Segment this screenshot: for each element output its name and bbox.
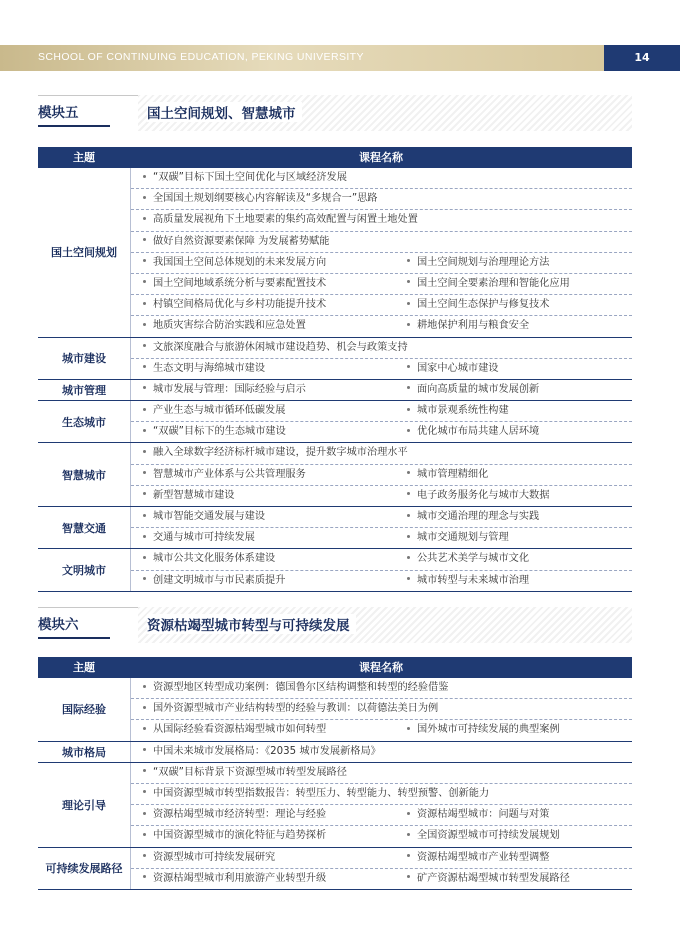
- course-name: 新型智慧城市建设: [153, 489, 235, 501]
- course-name: 中国未来城市发展格局：《2035 城市发展新格局》: [153, 745, 381, 757]
- module-underline: [38, 637, 110, 639]
- table-row: [131, 742, 632, 762]
- topic-label: 文明城市: [38, 549, 131, 590]
- course-name: 全国国土规划纲要核心内容解读及“多规合一”思路: [153, 193, 378, 205]
- topic-label: 城市格局: [38, 742, 131, 762]
- page-number: 14: [604, 45, 680, 71]
- table-header: [38, 147, 632, 168]
- course-item: [407, 826, 560, 846]
- course-name: “双碳”目标下的生态城市建设: [153, 426, 286, 438]
- course-name: 资源枯竭型城市：问题与对策: [417, 809, 550, 821]
- bullet-dot-icon: [143, 302, 146, 305]
- course-item: [407, 571, 529, 591]
- course-item: [143, 380, 306, 400]
- bullet-dot-icon: [407, 875, 410, 878]
- course-item: [407, 422, 539, 442]
- table-row: [131, 869, 632, 889]
- bullet-dot-icon: [407, 471, 410, 474]
- course-item: [143, 465, 306, 485]
- header-bar: [0, 45, 680, 71]
- course-name: 电子政务服务化与城市大数据: [417, 489, 550, 501]
- course-item: [143, 507, 265, 527]
- bullet-dot-icon: [143, 471, 146, 474]
- course-item: [143, 742, 381, 762]
- table-row: [131, 720, 632, 740]
- course-name: “双碳”目标下国土空间优化与区域经济发展: [153, 172, 347, 183]
- module-title: 国土空间规划、智慧城市: [147, 102, 302, 122]
- course-name: 国土空间地域系统分析与要素配置技术: [153, 277, 327, 289]
- course-item: [143, 678, 448, 698]
- bullet-dot-icon: [143, 769, 146, 772]
- bullet-dot-icon: [407, 514, 410, 517]
- course-name: 中国资源型城市的演化特征与趋势探析: [153, 830, 327, 842]
- course-name: 资源型城市可持续发展研究: [153, 851, 276, 863]
- course-item: [143, 549, 275, 569]
- course-name: 城市景观系统性构建: [417, 405, 509, 417]
- table-row: [131, 549, 632, 570]
- course-name: 国家中心城市建设: [417, 362, 499, 374]
- bullet-dot-icon: [407, 323, 410, 326]
- course-item: [407, 848, 549, 868]
- module-title: 资源枯竭型城市转型与可持续发展: [147, 614, 356, 634]
- course-name: 从国际经验看资源枯竭型城市如何转型: [153, 724, 327, 736]
- table-row: [131, 507, 632, 528]
- bullet-dot-icon: [407, 408, 410, 411]
- course-item: [407, 465, 488, 485]
- course-name: 资源枯竭型城市经济转型：理论与经验: [153, 809, 327, 821]
- course-name: 公共艺术美学与城市文化: [417, 553, 530, 565]
- bullet-dot-icon: [143, 280, 146, 283]
- course-item: [143, 189, 378, 209]
- table-row: [131, 338, 632, 359]
- table-row: [131, 699, 632, 720]
- bullet-dot-icon: [143, 365, 146, 368]
- course-item: [407, 274, 570, 294]
- topic-group: [38, 380, 632, 401]
- course-item: [143, 295, 326, 315]
- table-row: [131, 443, 632, 464]
- bullet-dot-icon: [143, 833, 146, 836]
- bullet-dot-icon: [143, 727, 146, 730]
- bullet-dot-icon: [143, 386, 146, 389]
- course-name: 生态文明与海绵城市建设: [153, 362, 266, 374]
- course-name: 国土空间生态保护与修复技术: [417, 299, 550, 311]
- bullet-dot-icon: [143, 706, 146, 709]
- table-row: [131, 571, 632, 591]
- bullet-dot-icon: [143, 875, 146, 878]
- course-item: [143, 359, 265, 379]
- topic-label: 国际经验: [38, 678, 131, 741]
- course-name: 交通与城市可持续发展: [153, 532, 255, 544]
- bullet-dot-icon: [143, 514, 146, 517]
- module-title-band: [138, 607, 632, 643]
- bullet-dot-icon: [407, 280, 410, 283]
- course-name: “双碳”目标背景下资源型城市转型发展路径: [153, 766, 347, 778]
- topic-group: [38, 507, 632, 549]
- course-item: [143, 338, 408, 358]
- bullet-dot-icon: [407, 535, 410, 538]
- course-item: [407, 253, 549, 273]
- course-item: [143, 720, 326, 740]
- bullet-dot-icon: [143, 685, 146, 688]
- table-row: [131, 380, 632, 400]
- bullet-dot-icon: [407, 429, 410, 432]
- table-row: [131, 253, 632, 274]
- school-name: SCHOOL OF CONTINUING EDUCATION, PEKING UNIVERSITY: [38, 51, 364, 63]
- bullet-dot-icon: [407, 386, 410, 389]
- bullet-dot-icon: [407, 727, 410, 730]
- bullet-dot-icon: [143, 408, 146, 411]
- topic-group: [38, 401, 632, 443]
- bullet-dot-icon: [143, 854, 146, 857]
- table-row: [131, 528, 632, 548]
- table-row: [131, 784, 632, 805]
- bullet-dot-icon: [143, 238, 146, 241]
- course-item: [143, 253, 326, 273]
- course-item: [143, 784, 489, 804]
- topic-label: 生态城市: [38, 401, 131, 442]
- course-item: [407, 316, 529, 336]
- topic-group: [38, 678, 632, 742]
- course-name: 融入全球数字经济标杆城市建设，提升数字城市治理水平: [153, 447, 408, 459]
- course-item: [143, 805, 326, 825]
- header-topic: 主题: [73, 151, 95, 164]
- bullet-dot-icon: [407, 854, 410, 857]
- bullet-dot-icon: [143, 323, 146, 326]
- course-item: [407, 401, 509, 421]
- bullet-dot-icon: [143, 492, 146, 495]
- bullet-dot-icon: [143, 790, 146, 793]
- course-name: 资源枯竭型城市利用旅游产业转型升级: [153, 872, 327, 884]
- topic-group: [38, 742, 632, 763]
- bullet-dot-icon: [407, 556, 410, 559]
- header-course: 课程名称: [359, 151, 403, 164]
- table-row: [131, 678, 632, 699]
- table-row: [131, 848, 632, 869]
- course-item: [143, 168, 347, 188]
- bullet-dot-icon: [143, 812, 146, 815]
- course-name: 城市发展与管理：国际经验与启示: [153, 383, 306, 395]
- bullet-dot-icon: [143, 196, 146, 199]
- course-name: 中国资源型城市转型指数报告：转型压力、转型能力、转型预警、创新能力: [153, 787, 490, 799]
- course-item: [407, 805, 549, 825]
- bullet-dot-icon: [143, 259, 146, 262]
- course-name: 资源枯竭型城市产业转型调整: [417, 851, 550, 863]
- course-item: [143, 274, 326, 294]
- table-row: [131, 826, 632, 846]
- topic-group: [38, 338, 632, 380]
- topic-label: 智慧交通: [38, 507, 131, 548]
- topic-group: [38, 848, 632, 890]
- course-name: 做好自然资源要素保障 为发展蓄势赋能: [153, 235, 330, 247]
- course-name: 国外资源型城市产业结构转型的经验与教训：以荷德法美日为例: [153, 703, 439, 715]
- topic-label: 国土空间规划: [38, 168, 131, 337]
- course-name: 城市转型与未来城市治理: [417, 574, 530, 586]
- course-item: [143, 848, 275, 868]
- table-row: [131, 210, 632, 231]
- topic-label: 城市建设: [38, 338, 131, 379]
- topic-group: [38, 443, 632, 507]
- module-header: [38, 607, 632, 643]
- course-item: [143, 316, 306, 336]
- topic-group: [38, 549, 632, 591]
- table-row: [131, 486, 632, 506]
- module-number: 模块五: [38, 105, 79, 121]
- course-name: 国外城市可持续发展的典型案例: [417, 724, 560, 736]
- bullet-dot-icon: [407, 812, 410, 815]
- table-row: [131, 274, 632, 295]
- table-row: [131, 805, 632, 826]
- topic-group: [38, 763, 632, 848]
- table-row: [131, 168, 632, 189]
- course-item: [143, 699, 438, 719]
- course-name: 地质灾害综合防治实践和应急处置: [153, 320, 306, 332]
- course-name: 智慧城市产业体系与公共管理服务: [153, 468, 306, 480]
- table-row: [131, 359, 632, 379]
- course-name: 城市交通规划与管理: [417, 532, 509, 544]
- module-header: [38, 95, 632, 131]
- topic-label: 理论引导: [38, 763, 131, 847]
- course-item: [143, 763, 347, 783]
- course-name: 面向高质量的城市发展创新: [417, 383, 540, 395]
- topic-label: 城市管理: [38, 380, 131, 400]
- course-name: 创建文明城市与市民素质提升: [153, 574, 286, 586]
- bullet-dot-icon: [143, 175, 146, 178]
- course-name: 产业生态与城市循环低碳发展: [153, 405, 286, 417]
- course-item: [407, 549, 529, 569]
- module-number: 模块六: [38, 617, 79, 633]
- bullet-dot-icon: [143, 429, 146, 432]
- course-table: [38, 147, 632, 592]
- course-name: 优化城市布局共建人居环境: [417, 426, 540, 438]
- course-name: 高质量发展视角下土地要素的集约高效配置与闲置土地处置: [153, 214, 418, 226]
- bullet-dot-icon: [143, 748, 146, 751]
- course-item: [407, 359, 499, 379]
- bullet-dot-icon: [407, 302, 410, 305]
- course-item: [143, 826, 326, 846]
- course-name: 城市交通治理的理念与实践: [417, 511, 540, 522]
- course-name: 全国资源型城市可持续发展规划: [417, 830, 560, 842]
- module-underline: [38, 125, 110, 127]
- table-row: [131, 232, 632, 253]
- course-name: 耕地保护利用与粮食安全: [417, 320, 530, 332]
- course-item: [143, 443, 408, 463]
- table-row: [131, 422, 632, 442]
- bullet-dot-icon: [407, 492, 410, 495]
- course-item: [143, 486, 235, 506]
- bullet-dot-icon: [407, 577, 410, 580]
- bullet-dot-icon: [143, 344, 146, 347]
- topic-label: 可持续发展路径: [38, 848, 131, 889]
- course-item: [407, 295, 549, 315]
- table-row: [131, 401, 632, 422]
- course-item: [143, 232, 329, 252]
- course-item: [143, 210, 418, 230]
- course-item: [143, 571, 285, 591]
- course-item: [407, 486, 549, 506]
- course-item: [407, 869, 570, 889]
- course-item: [407, 528, 509, 548]
- course-name: 国土空间规划与治理理论方法: [417, 256, 550, 268]
- course-name: 国土空间全要素治理和智能化应用: [417, 277, 570, 289]
- course-name: 矿产资源枯竭型城市转型发展路径: [417, 872, 570, 884]
- course-name: 我国国土空间总体规划的未来发展方向: [153, 256, 327, 268]
- course-item: [143, 422, 286, 442]
- bullet-dot-icon: [143, 577, 146, 580]
- table-row: [131, 295, 632, 316]
- bullet-dot-icon: [407, 833, 410, 836]
- course-name: 城市公共文化服务体系建设: [153, 553, 276, 565]
- bullet-dot-icon: [143, 450, 146, 453]
- topic-group: [38, 168, 632, 338]
- course-item: [143, 869, 326, 889]
- table-header: [38, 657, 632, 678]
- course-item: [407, 720, 560, 740]
- module-title-band: [138, 95, 632, 131]
- course-item: [407, 507, 539, 527]
- header-topic: 主题: [73, 661, 95, 674]
- course-name: 村镇空间格局优化与乡村功能提升技术: [153, 299, 327, 311]
- bullet-dot-icon: [143, 217, 146, 220]
- bullet-dot-icon: [407, 365, 410, 368]
- table-row: [131, 465, 632, 486]
- course-item: [143, 528, 255, 548]
- header-course: 课程名称: [359, 661, 403, 674]
- table-row: [131, 316, 632, 336]
- course-name: 城市智能交通发展与建设: [153, 511, 266, 522]
- table-row: [131, 763, 632, 784]
- bullet-dot-icon: [407, 259, 410, 262]
- topic-label: 智慧城市: [38, 443, 131, 506]
- course-item: [407, 380, 539, 400]
- bullet-dot-icon: [143, 556, 146, 559]
- course-name: 资源型地区转型成功案例：德国鲁尔区结构调整和转型的经验借鉴: [153, 682, 449, 693]
- course-item: [143, 401, 285, 421]
- course-table: [38, 657, 632, 890]
- table-row: [131, 189, 632, 210]
- course-name: 文旅深度融合与旅游休闲城市建设趋势、机会与政策支持: [153, 341, 408, 353]
- course-name: 城市管理精细化: [417, 468, 489, 480]
- bullet-dot-icon: [143, 535, 146, 538]
